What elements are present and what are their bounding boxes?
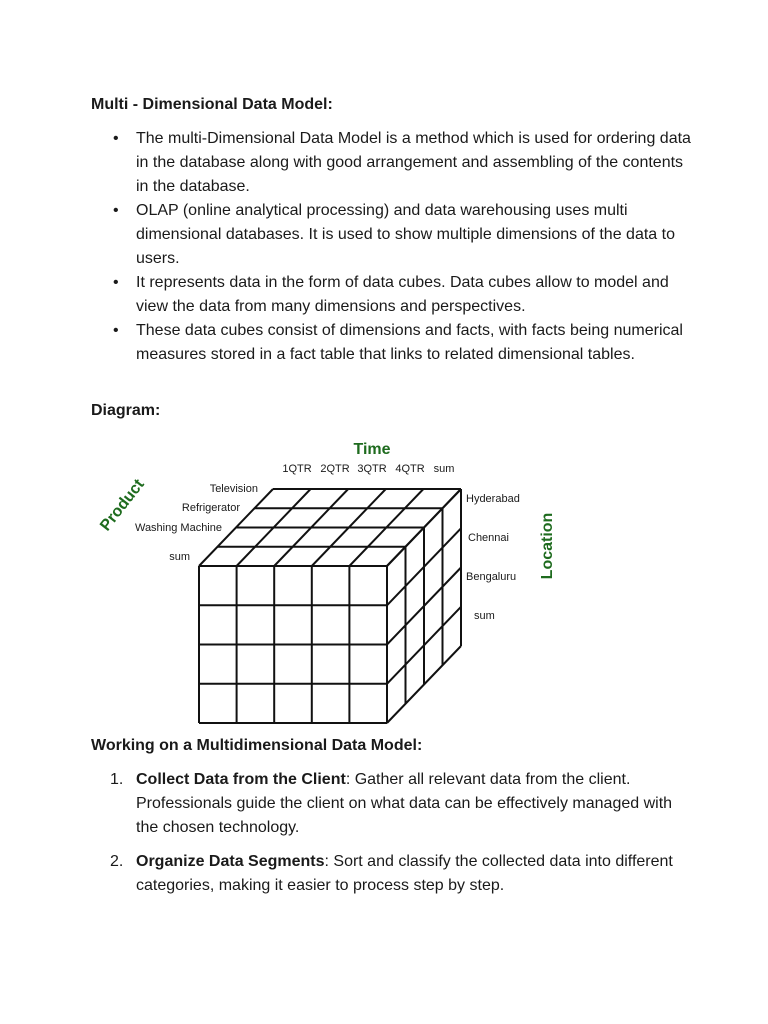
product-axis-label: Product [97, 476, 148, 535]
process-step-list [91, 768, 691, 898]
section-heading-working: Working on a Multidimensional Data Model: [91, 737, 423, 754]
step-text: : Sort and classify the collected data into different categories, making it easier to process step by step. [136, 853, 673, 894]
cube-grid-line [312, 489, 386, 566]
location-label: Bengaluru [466, 571, 517, 583]
cube-grid-line [237, 489, 311, 566]
time-label: 4QTR [395, 463, 425, 475]
location-label: Chennai [468, 532, 509, 544]
location-label: Hyderabad [466, 493, 520, 505]
cube-grid-line [387, 489, 461, 566]
time-label: 3QTR [357, 463, 387, 475]
time-axis-label: Time [353, 441, 391, 458]
bullet-item: • It represents data in the form of data cubes. Data cubes allow to model and view the data from many dimensions and perspectives. [91, 271, 691, 319]
location-axis-label: Location [539, 512, 556, 580]
time-label: 1QTR [282, 463, 312, 475]
product-label: Washing Machine [134, 522, 222, 534]
product-label: Refrigerator [181, 502, 240, 514]
section-heading-model: Multi - Dimensional Data Model: [91, 96, 333, 113]
time-label: 2QTR [320, 463, 350, 475]
step-title: Organize Data Segments [136, 853, 325, 870]
step-number: 1. [110, 771, 124, 788]
definition-bullet-list [91, 127, 691, 367]
step-text: : Gather all relevant data from the client. Professionals guide the client on what data can be effectively managed with the chosen technology. [136, 771, 673, 836]
step-number: 2. [110, 853, 124, 870]
bullet-item: • The multi-Dimensional Data Model is a method which is used for ordering data in the database along with good arrangement and assembling of the contents in the database. [91, 127, 691, 199]
bullet-item: • OLAP (online analytical processing) and data warehousing uses multi dimensional databases. It is used to show multiple dimensions of the data to users. [91, 199, 691, 271]
bullet-item: • These data cubes consist of dimensions and facts, with facts being numerical measures stored in a fact table that links to related dimensional tables. [91, 319, 691, 367]
cube-grid-line [199, 489, 273, 566]
cube-grid-line [349, 489, 423, 566]
section-heading-diagram: Diagram: [91, 402, 161, 419]
product-label: Television [209, 483, 258, 495]
time-label: sum [433, 463, 455, 475]
step-item [91, 768, 691, 840]
cube-grid-lines [199, 489, 461, 723]
step-title: Collect Data from the Client [136, 771, 346, 788]
cube-grid-line [387, 489, 461, 566]
step-item [91, 850, 691, 898]
cube-grid-line [387, 568, 461, 645]
cube-grid-line [387, 528, 461, 605]
product-label: sum [169, 551, 190, 563]
cube-grid-line [274, 489, 348, 566]
cube-grid-line [387, 646, 461, 723]
cube-grid-line [387, 607, 461, 684]
location-label: sum [474, 610, 495, 622]
